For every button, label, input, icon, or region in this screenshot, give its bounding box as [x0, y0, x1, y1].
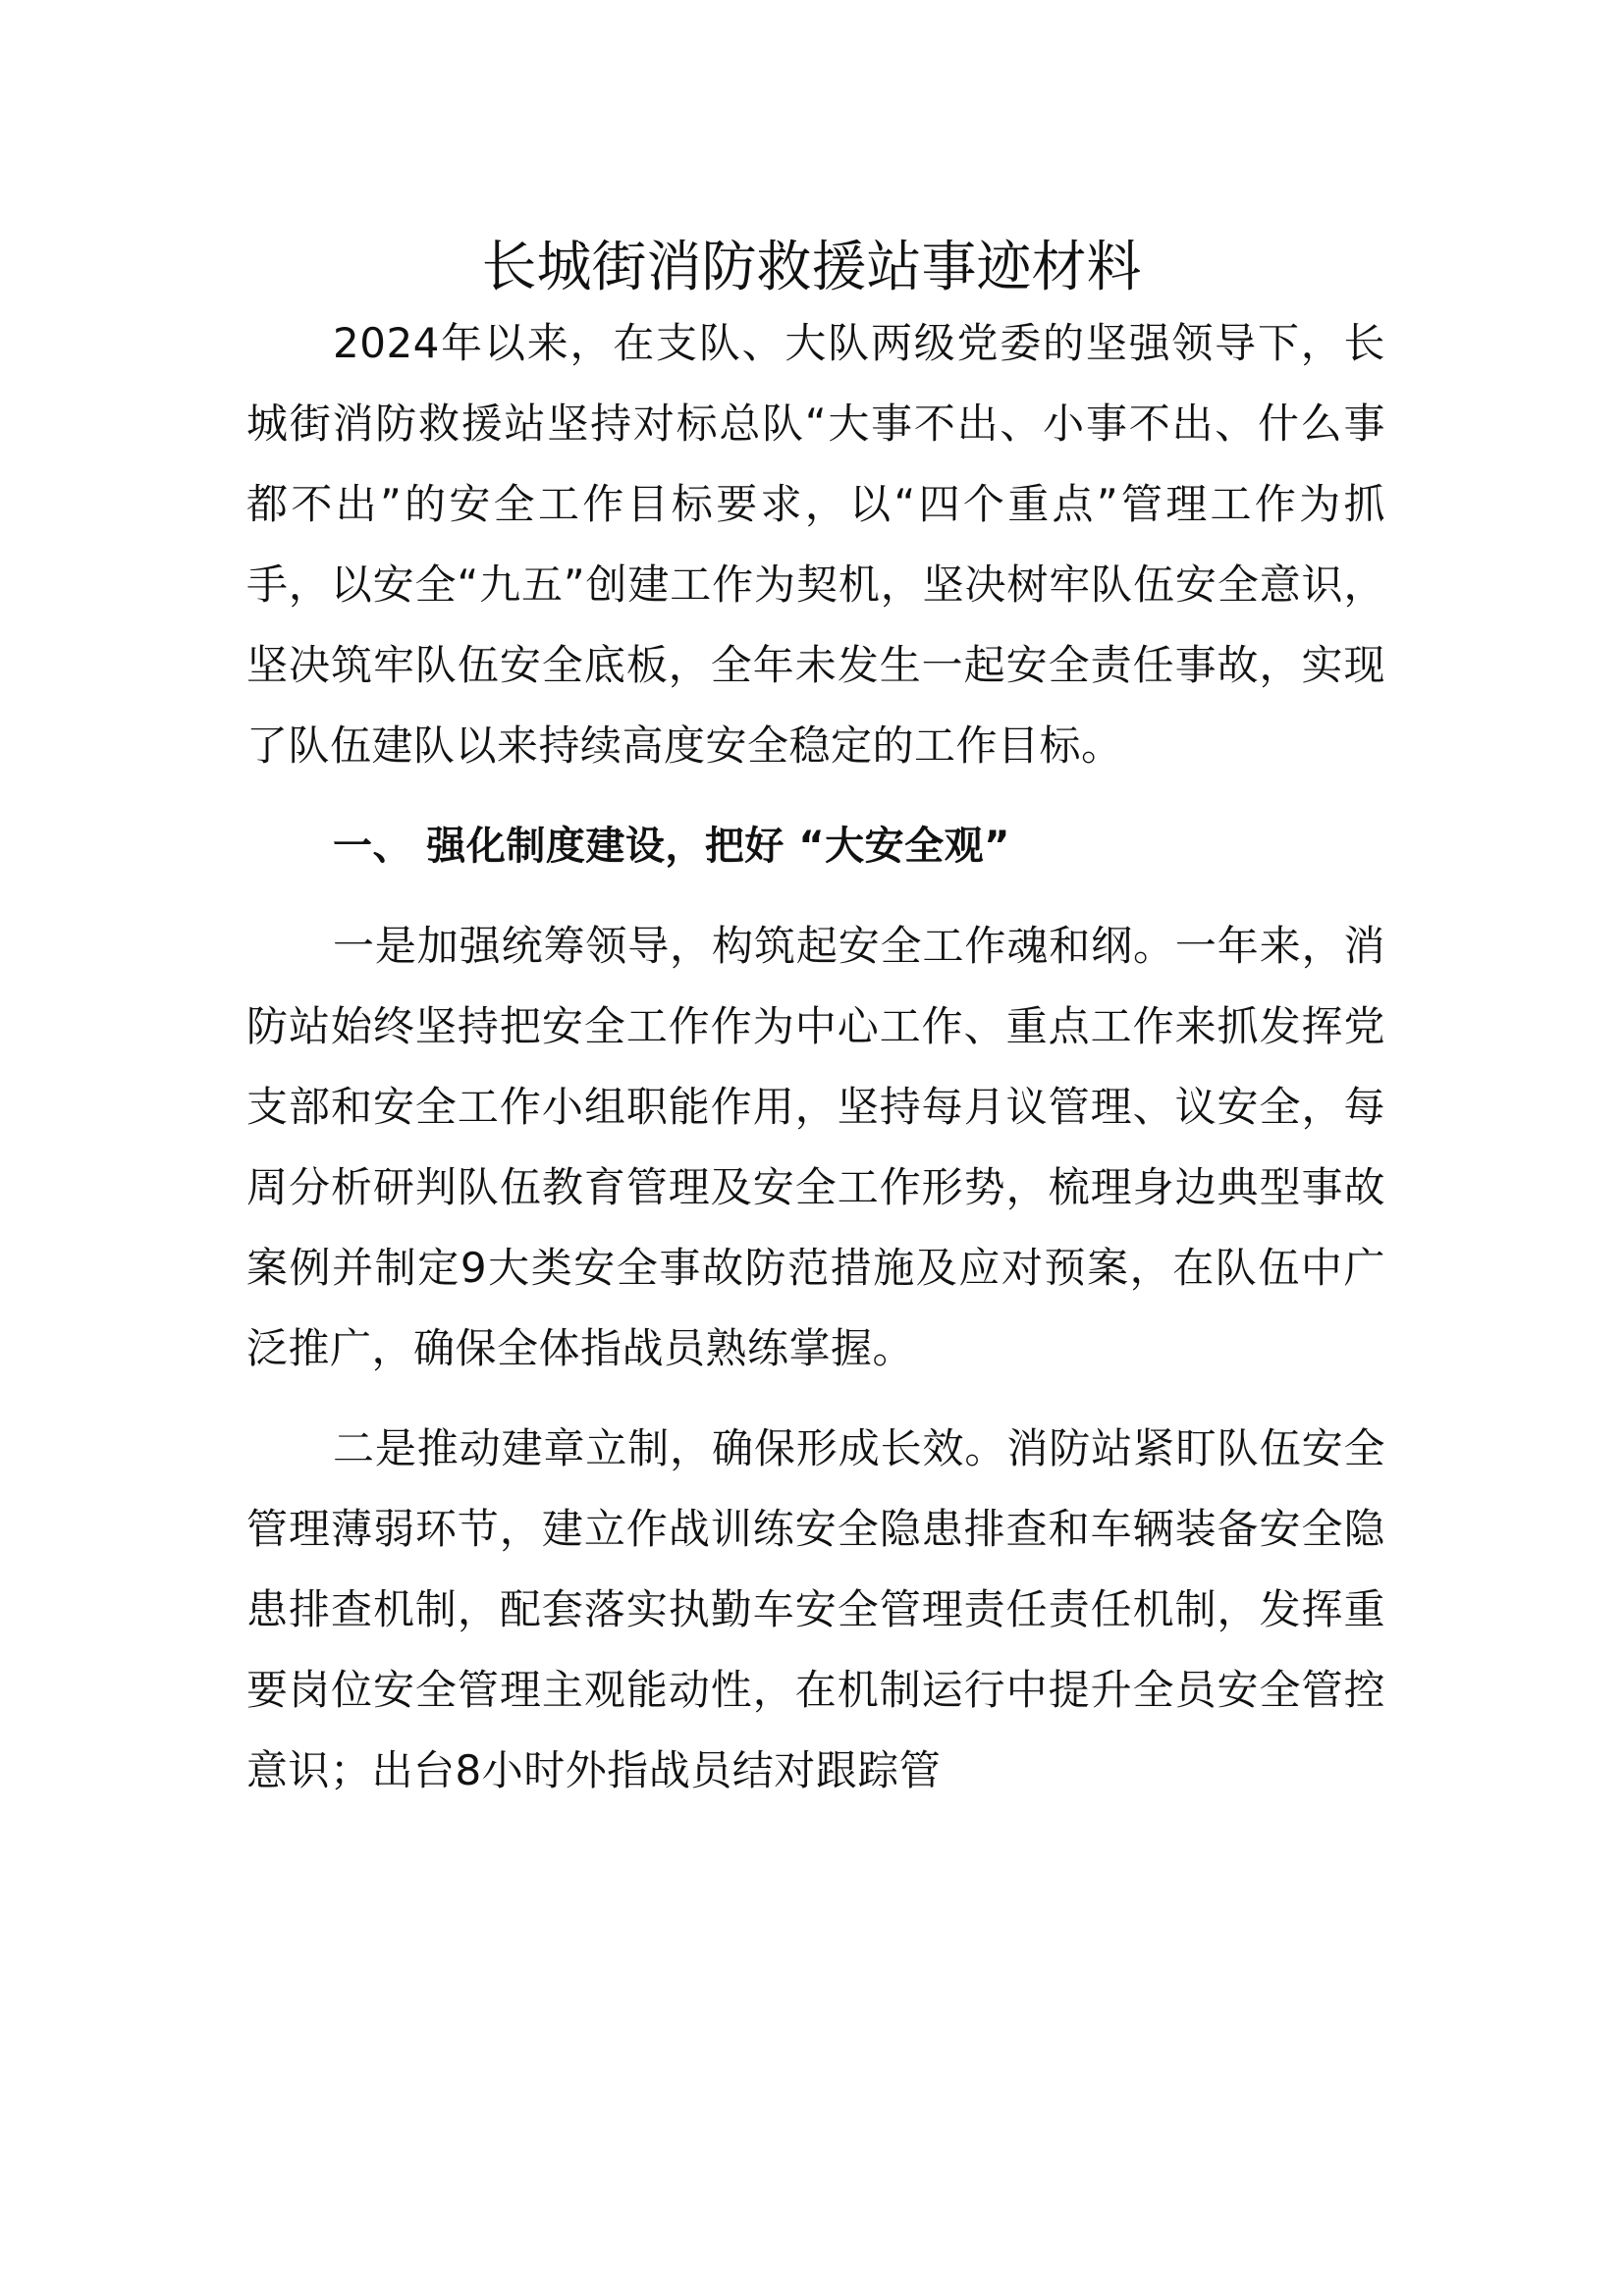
- document-title: 长城街消防救援站事迹材料: [481, 236, 1142, 299]
- intro-paragraph: 2024年以来，在支队、大队两级党委的坚强领导下，长城街消防救援站坚持对标总队“大事不出、小事不出、什么事都不出”的安全工作目标要求，以“四个重点”管理工作为抓手，以安全“九五”创建工作为契机，坚决树牢队伍安全意识，坚决筑牢队伍安全底板，全年未发生一起安全责任事故，实现了队伍建队以来持续高度安全稳定的工作目标。: [246, 319, 1385, 770]
- document-body: [246, 303, 1385, 1831]
- section-heading: 一、 强化制度建设，把好 “大安全观”: [333, 824, 1010, 869]
- section-paragraph-2: 二是推动建章立制，确保形成长效。消防站紧盯队伍安全管理薄弱环节，建立作战训练安全隐患排查和车辆装备安全隐患排查机制，配套落实执勤车安全管理责任责任机制，发挥重要岗位安全管理主观能动性，在机制运行中提升全员安全管控意识；出台8小时外指战员结对跟踪管: [246, 1424, 1385, 1794]
- section-paragraph-1: 一是加强统筹领导，构筑起安全工作魂和纲。一年来，消防站始终坚持把安全工作作为中心工作、重点工作来抓发挥党支部和安全工作小组职能作用，坚持每月议管理、议安全，每周分析研判队伍教育管理及安全工作形势，梳理身边典型事故案例并制定9大类安全事故防范措施及应对预案，在队伍中广泛推广，确保全体指战员熟练掌握。: [246, 922, 1385, 1372]
